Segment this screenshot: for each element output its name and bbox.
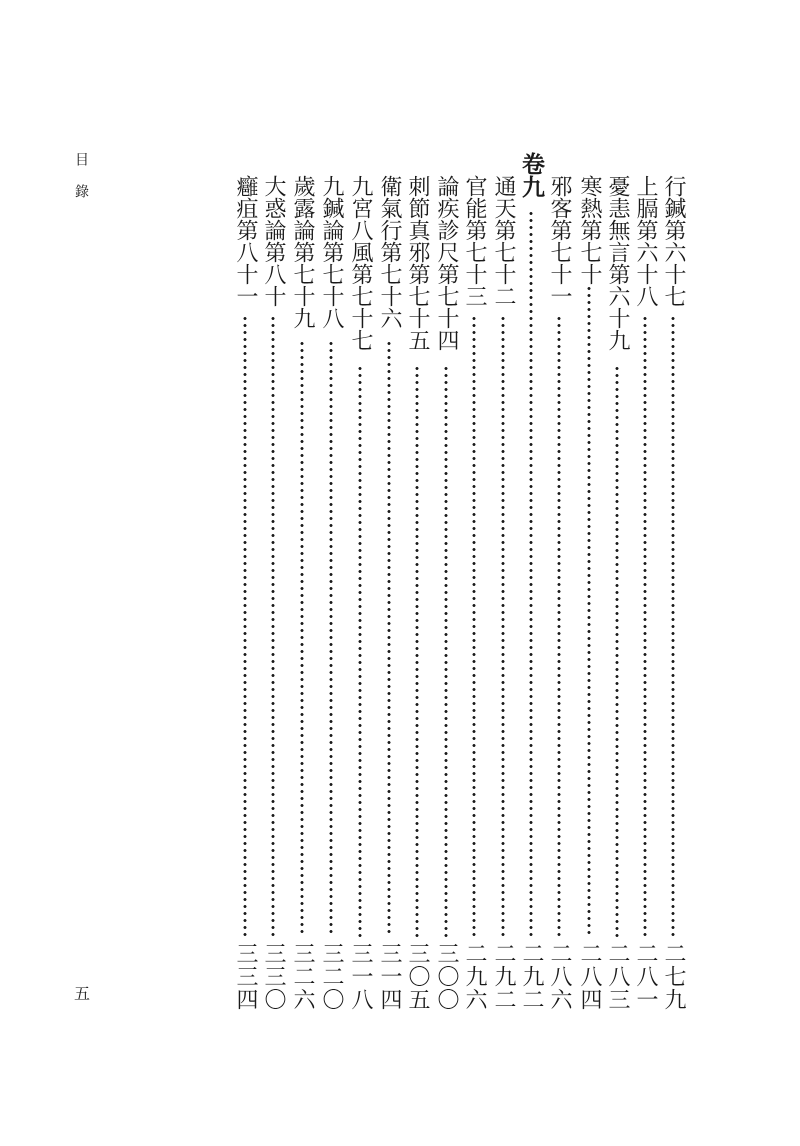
toc-entry-page: 三一四 bbox=[377, 942, 402, 1011]
toc-entry-page: 三二六 bbox=[290, 942, 315, 1011]
toc-entry-page: 二八四 bbox=[577, 942, 602, 1011]
dot-leader bbox=[643, 315, 647, 937]
dot-leader bbox=[444, 365, 448, 937]
dot-leader bbox=[300, 340, 304, 937]
dot-leader bbox=[472, 315, 476, 937]
toc-entry-title: 寒熱第七十 bbox=[577, 175, 602, 285]
dot-leader bbox=[671, 315, 675, 937]
toc-entry-title: 憂恚無言第六十九 bbox=[605, 175, 630, 351]
dot-leader bbox=[415, 365, 419, 937]
toc-entry-title: 論疾診尺第七十四 bbox=[434, 175, 459, 351]
toc-entry-page: 三〇〇 bbox=[434, 942, 459, 1011]
toc-entry-page: 二九二 bbox=[519, 942, 544, 1011]
dot-leader bbox=[329, 340, 333, 937]
toc-entry-page: 三〇五 bbox=[405, 942, 430, 1011]
toc-entry-page: 三二〇 bbox=[319, 942, 344, 1011]
toc-entry-title: 歲露論第七十九 bbox=[290, 175, 315, 329]
toc-entry-page: 二九二 bbox=[491, 942, 516, 1011]
toc-entry-page: 三三四 bbox=[233, 942, 258, 1011]
dot-leader bbox=[358, 365, 362, 937]
dot-leader bbox=[387, 340, 391, 937]
dot-leader bbox=[271, 315, 275, 937]
toc-entry-page: 二八六 bbox=[547, 942, 572, 1011]
running-title: 目錄 bbox=[73, 152, 89, 216]
toc-entry-page: 二九六 bbox=[462, 942, 487, 1011]
toc-entry-page: 二八一 bbox=[633, 942, 658, 1011]
dot-leader bbox=[615, 365, 619, 937]
dot-leader bbox=[587, 285, 591, 937]
dot-leader bbox=[557, 315, 561, 937]
dot-leader bbox=[529, 210, 533, 937]
folio-page-number: 五 bbox=[74, 984, 91, 1003]
toc-entry-title: 衛氣行第七十六 bbox=[377, 175, 402, 329]
toc-entry-title: 通天第七十二 bbox=[491, 175, 516, 307]
toc-entry-page: 二七九 bbox=[661, 942, 686, 1011]
toc-entry-title: 官能第七十三 bbox=[462, 175, 487, 307]
toc-entry-title: 行鍼第六十七 bbox=[661, 175, 686, 307]
toc-entry-title: 癰疽第八十一 bbox=[233, 175, 258, 307]
toc-entry-title: 邪客第七十一 bbox=[547, 175, 572, 307]
volume-heading: 卷九 bbox=[518, 152, 545, 198]
toc-entry-page: 三三〇 bbox=[261, 942, 286, 1011]
toc-entry-title: 九鍼論第七十八 bbox=[319, 175, 344, 329]
toc-entry-page: 二八三 bbox=[605, 942, 630, 1011]
toc-entry-title: 上膈第六十八 bbox=[633, 175, 658, 307]
dot-leader bbox=[243, 315, 247, 937]
toc-entry-page: 三一八 bbox=[348, 942, 373, 1011]
dot-leader bbox=[501, 315, 505, 937]
toc-entry-title: 九宮八風第七十七 bbox=[348, 175, 373, 351]
toc-entry-title: 刺節真邪第七十五 bbox=[405, 175, 430, 351]
toc-entry-title: 大惑論第八十 bbox=[261, 175, 286, 307]
